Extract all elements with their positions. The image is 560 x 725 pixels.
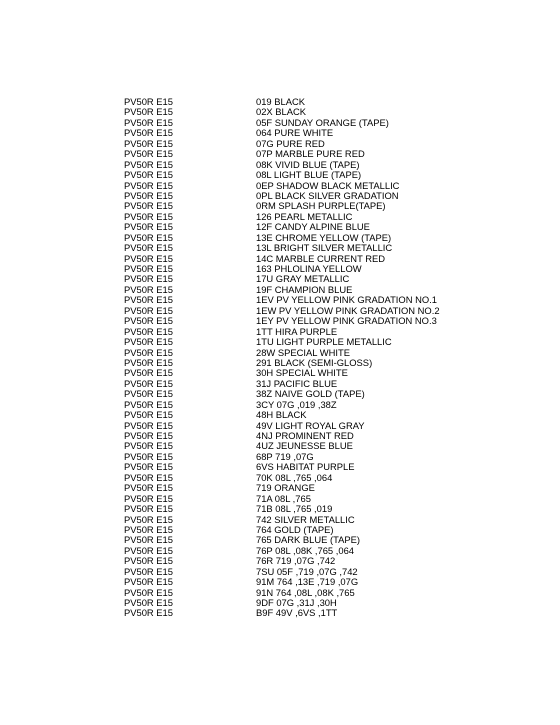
model-code: PV50R E15 (124, 430, 173, 441)
list-item (124, 410, 544, 420)
model-code: PV50R E15 (124, 576, 173, 588)
model-code: PV50R E15 (124, 116, 173, 128)
model-code: PV50R E15 (124, 607, 173, 619)
model-code: PV50R E15 (124, 304, 173, 316)
color-description: 49V LIGHT ROYAL GRAY (256, 419, 365, 431)
color-description: 4UZ JEUNESSE BLUE (256, 440, 353, 452)
color-description: 71B 08L ,765 ,019 (256, 503, 333, 515)
color-description: 68P 719 ,07G (256, 450, 314, 462)
model-code: PV50R E15 (124, 169, 173, 181)
list-item (124, 577, 544, 587)
model-code: PV50R E15 (124, 586, 173, 598)
model-code: PV50R E15 (124, 210, 173, 222)
color-description: 91N 764 ,08L ,08K ,765 (256, 586, 355, 598)
color-description: 6VS HABITAT PURPLE (256, 461, 355, 473)
color-description: 1TU LIGHT PURPLE METALLIC (256, 336, 392, 348)
color-description: 9DF 07G ,31J ,30H (256, 597, 337, 608)
color-description: 0RM SPLASH PURPLE(TAPE) (256, 200, 386, 212)
color-description: 31J PACIFIC BLUE (256, 377, 338, 389)
model-code: PV50R E15 (124, 179, 173, 191)
model-code: PV50R E15 (124, 231, 173, 243)
list-item (124, 441, 544, 451)
color-description: 08L LIGHT BLUE (TAPE) (256, 169, 362, 181)
color-description: B9F 49V ,6VS ,1TT (256, 607, 338, 619)
model-code: PV50R E15 (124, 367, 173, 379)
model-code: PV50R E15 (124, 148, 173, 160)
model-code: PV50R E15 (124, 294, 173, 306)
model-code: PV50R E15 (124, 346, 173, 358)
model-code: PV50R E15 (124, 534, 173, 546)
list-item (124, 608, 544, 618)
color-description: 14C MARBLE CURRENT RED (256, 252, 386, 264)
color-description: 1TT HIRA PURPLE (256, 325, 338, 337)
color-description: 76P 08L ,08K ,765 ,064 (256, 544, 355, 556)
model-code: PV50R E15 (124, 356, 173, 368)
color-description: 3CY 07G ,019 ,38Z (256, 398, 337, 410)
list-item (124, 473, 544, 483)
color-description: 13L BRIGHT SILVER METALLIC (256, 242, 393, 254)
model-code: PV50R E15 (124, 555, 173, 567)
color-description: 765 DARK BLUE (TAPE) (256, 534, 361, 546)
color-description: 163 PHLOLINA YELLOW (256, 263, 362, 274)
color-description: 4NJ PROMINENT RED (256, 430, 354, 441)
model-code: PV50R E15 (124, 513, 173, 525)
model-code: PV50R E15 (124, 440, 173, 452)
color-description: 08K VIVID BLUE (TAPE) (256, 158, 360, 170)
list-item (124, 170, 544, 180)
model-code: PV50R E15 (124, 252, 173, 264)
model-code: PV50R E15 (124, 377, 173, 389)
color-description: 48H BLACK (256, 409, 307, 421)
model-code: PV50R E15 (124, 597, 173, 608)
color-description: 764 GOLD (TAPE) (256, 523, 334, 535)
color-description: 0EP SHADOW BLACK METALLIC (256, 179, 400, 191)
model-code: PV50R E15 (124, 242, 173, 254)
model-code: PV50R E15 (124, 263, 173, 274)
list-item (124, 118, 544, 128)
list-item (124, 128, 544, 138)
list-item (124, 97, 544, 107)
model-code: PV50R E15 (124, 398, 173, 410)
color-description: 05F SUNDAY ORANGE (TAPE) (256, 116, 389, 128)
model-code: PV50R E15 (124, 471, 173, 483)
color-description: 719 ORANGE (256, 482, 315, 494)
list-item (124, 462, 544, 472)
model-code: PV50R E15 (124, 523, 173, 535)
list-item (124, 515, 544, 525)
color-description: 13E CHROME YELLOW (TAPE) (256, 231, 392, 243)
model-code: PV50R E15 (124, 503, 173, 515)
model-code: PV50R E15 (124, 492, 173, 504)
color-description: 126 PEARL METALLIC (256, 210, 353, 222)
model-code: PV50R E15 (124, 315, 173, 327)
color-description: 19F CHAMPION BLUE (256, 283, 353, 295)
color-description: 1EV PV YELLOW PINK GRADATION NO.1 (256, 294, 437, 306)
list-item (124, 483, 544, 493)
model-code: PV50R E15 (124, 127, 173, 139)
color-description: 38Z NAIVE GOLD (TAPE) (256, 388, 365, 400)
color-description: 07P MARBLE PURE RED (256, 148, 365, 160)
model-code: PV50R E15 (124, 106, 173, 118)
model-code: PV50R E15 (124, 450, 173, 462)
color-code-list (124, 97, 544, 619)
model-code: PV50R E15 (124, 200, 173, 212)
list-item (124, 400, 544, 410)
list-item (124, 337, 544, 347)
color-description: 02X BLACK (256, 106, 307, 118)
model-code: PV50R E15 (124, 158, 173, 170)
model-code: PV50R E15 (124, 409, 173, 421)
model-code: PV50R E15 (124, 336, 173, 348)
color-description: 1EY PV YELLOW PINK GRADATION NO.3 (256, 315, 437, 327)
model-code: PV50R E15 (124, 565, 173, 577)
color-description: 71A 08L ,765 (256, 492, 311, 504)
list-item (124, 504, 544, 514)
color-description: 742 SILVER METALLIC (256, 513, 355, 525)
model-code: PV50R E15 (124, 461, 173, 473)
color-description: 064 PURE WHITE (256, 127, 334, 139)
model-code: PV50R E15 (124, 419, 173, 431)
color-description: 7SU 05F ,719 ,07G ,742 (256, 565, 358, 577)
color-description: 76R 719 ,07G ,742 (256, 555, 336, 567)
model-code: PV50R E15 (124, 137, 173, 149)
model-code: PV50R E15 (124, 273, 173, 285)
color-description: 12F CANDY ALPINE BLUE (256, 221, 370, 233)
color-description: 30H SPECIAL WHITE (256, 367, 348, 379)
list-item (124, 243, 544, 253)
color-description: 28W SPECIAL WHITE (256, 346, 350, 358)
color-description: 17U GRAY METALLIC (256, 273, 350, 285)
model-code: PV50R E15 (124, 96, 173, 107)
color-description: 0PL BLACK SILVER GRADATION (256, 189, 399, 201)
color-description: 019 BLACK (256, 96, 305, 107)
color-description: 07G PURE RED (256, 137, 325, 149)
model-code: PV50R E15 (124, 482, 173, 494)
model-code: PV50R E15 (124, 544, 173, 556)
color-description: 91M 764 ,13E ,719 ,07G (256, 576, 359, 588)
color-description: 291 BLACK (SEMI-GLOSS) (256, 356, 373, 368)
list-item (124, 494, 544, 504)
model-code: PV50R E15 (124, 325, 173, 337)
model-code: PV50R E15 (124, 221, 173, 233)
color-description: 70K 08L ,765 ,064 (256, 471, 333, 483)
model-code: PV50R E15 (124, 189, 173, 201)
model-code: PV50R E15 (124, 283, 173, 295)
model-code: PV50R E15 (124, 388, 173, 400)
color-description: 1EW PV YELLOW PINK GRADATION NO.2 (256, 304, 440, 316)
